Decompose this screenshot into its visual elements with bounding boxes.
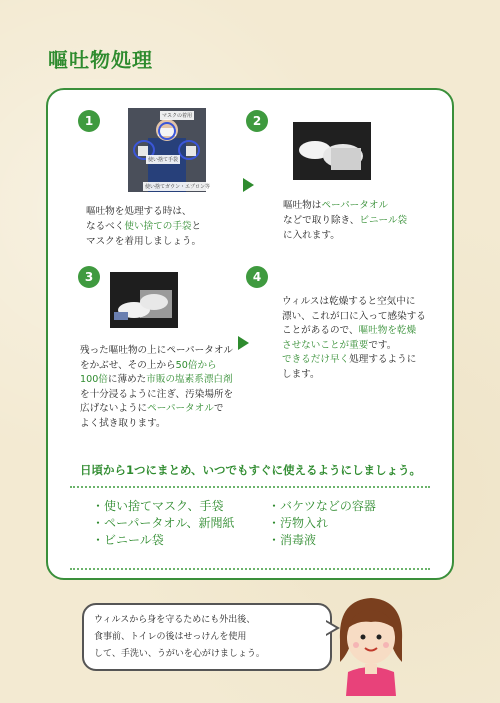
body-text: で bbox=[213, 403, 224, 414]
protective-gear-illustration bbox=[128, 108, 206, 192]
step-text-line bbox=[282, 353, 426, 368]
body-text: と bbox=[191, 221, 202, 232]
step-text-line bbox=[86, 219, 201, 234]
step-1-number: 1 bbox=[78, 110, 100, 132]
bubble-line: 食事前、トイレの後はせっけんを使用 bbox=[94, 632, 247, 642]
arrow-right-icon bbox=[238, 336, 249, 350]
body-text: 広げないように bbox=[80, 403, 148, 414]
body-text: します。 bbox=[282, 368, 320, 380]
body-text: に入れます。 bbox=[283, 230, 340, 241]
dotted-divider bbox=[70, 486, 430, 488]
step-text-line bbox=[283, 213, 407, 228]
step-text-line bbox=[282, 339, 426, 354]
highlight-text: 嘔吐物を乾燥 bbox=[358, 325, 417, 336]
step-text-line bbox=[282, 310, 426, 325]
step-text-line bbox=[80, 417, 233, 432]
body-text: ウィルスは乾燥すると空気中に bbox=[282, 296, 416, 307]
highlight-text: させないことが重要 bbox=[282, 339, 369, 351]
body-text: マスクを着用しましょう。 bbox=[86, 236, 202, 247]
dotted-divider bbox=[70, 568, 430, 570]
step-text-line bbox=[80, 344, 233, 359]
list-item: ・汚物入れ bbox=[268, 516, 329, 530]
bubble-line: して、手洗い、うがいを心がけましょう。 bbox=[94, 649, 265, 659]
step-1-text bbox=[86, 204, 201, 249]
arrow-right-icon bbox=[243, 178, 254, 192]
gloved-hands-paper-illustration bbox=[293, 122, 371, 180]
body-text: をかぶせ、その上から bbox=[80, 359, 176, 371]
photo-label-mask: マスクの着用 bbox=[162, 113, 193, 119]
step-3-photo bbox=[110, 272, 178, 328]
list-item: ・バケツなどの容器 bbox=[268, 499, 376, 513]
body-text: 漂い、これが口に入って感染する bbox=[282, 310, 426, 322]
body-text: よく拭き取ります。 bbox=[80, 417, 166, 429]
list-item: ・使い捨てマスク、手袋 bbox=[92, 499, 224, 513]
body-text: などで取り除き、 bbox=[283, 215, 360, 226]
step-text-line bbox=[80, 402, 233, 417]
step-text-line bbox=[282, 324, 426, 339]
highlight-text: ペーパータオル bbox=[321, 200, 389, 211]
step-text-line bbox=[283, 228, 407, 243]
step-text-line bbox=[80, 388, 233, 403]
step-text-line bbox=[282, 295, 426, 310]
list-item: ・消毒液 bbox=[268, 533, 317, 547]
supplies-right-list bbox=[268, 498, 376, 549]
step-3-text bbox=[80, 344, 233, 431]
body-text: 嘔吐物を処理する時は、 bbox=[86, 206, 192, 217]
list-item: ・ペーパータオル、新聞紙 bbox=[92, 516, 235, 530]
highlight-text: ペーパータオル bbox=[147, 403, 214, 414]
highlight-text: 100倍 bbox=[80, 374, 108, 385]
highlight-text: ビニール袋 bbox=[359, 215, 408, 226]
step-text-line bbox=[80, 359, 233, 374]
body-text: なるべく bbox=[86, 221, 125, 232]
step-4-number: 4 bbox=[246, 266, 268, 288]
body-text: です。 bbox=[368, 339, 397, 351]
step-1-photo bbox=[128, 108, 206, 192]
step-2-number: 2 bbox=[246, 110, 268, 132]
photo-label-gloves: 使い捨て手袋 bbox=[148, 157, 179, 163]
step-2-photo bbox=[293, 122, 371, 180]
bubble-text bbox=[94, 612, 326, 663]
highlight-text: 使い捨ての手袋 bbox=[124, 221, 192, 232]
highlight-text: 50倍から bbox=[175, 359, 217, 371]
body-text: 残った嘔吐物の上にペーパータオル bbox=[80, 345, 234, 356]
step-2-text bbox=[283, 198, 407, 243]
wiping-floor-illustration bbox=[110, 272, 178, 328]
body-text: ことがあるので、 bbox=[282, 325, 359, 336]
step-text-line bbox=[282, 368, 426, 383]
nurse-character-icon bbox=[332, 592, 410, 696]
daily-note: 日頃から1つにまとめ、いつでもすぐに使えるようにしましょう。 bbox=[80, 463, 422, 477]
body-text: 処理するように bbox=[349, 354, 417, 365]
page-title: 嘔吐物処理 bbox=[48, 48, 153, 72]
step-3-number: 3 bbox=[78, 266, 100, 288]
highlight-text: できるだけ早く bbox=[282, 354, 350, 365]
step-text-line bbox=[80, 373, 233, 388]
step-text-line bbox=[86, 234, 201, 249]
bubble-line: ウィルスから身を守るためにも外出後、 bbox=[94, 615, 256, 625]
photo-label-gown: 使い捨てガウン・エプロン等 bbox=[145, 184, 211, 190]
step-text-line bbox=[283, 198, 407, 213]
body-text: に薄めた bbox=[107, 374, 147, 385]
highlight-text: 市販の塩素系漂白剤 bbox=[146, 374, 233, 385]
supplies-left-list bbox=[92, 498, 234, 549]
list-item: ・ビニール袋 bbox=[92, 533, 164, 547]
step-text-line bbox=[86, 204, 201, 219]
body-text: を十分浸るように注ぎ、汚染場所を bbox=[80, 388, 234, 400]
body-text: 嘔吐物は bbox=[283, 200, 322, 211]
step-4-text bbox=[282, 295, 426, 382]
